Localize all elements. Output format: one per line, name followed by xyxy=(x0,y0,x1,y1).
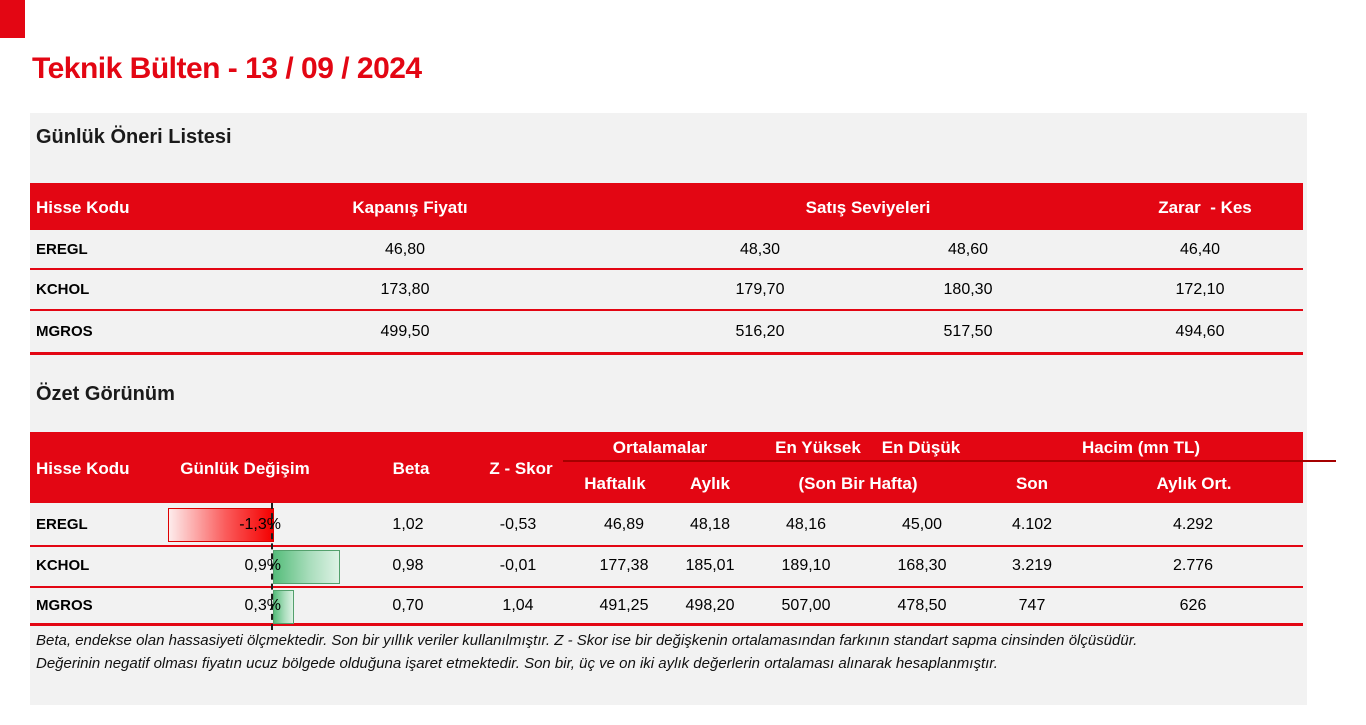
summary-cell-vol-last: 3.219 xyxy=(1011,557,1053,574)
daily-cell-sell1: 516,20 xyxy=(735,323,785,340)
daily-cell-sell2: 517,50 xyxy=(943,323,993,340)
summary-header-beta: Beta xyxy=(392,459,430,478)
summary-cell-lowest: 478,50 xyxy=(897,597,947,614)
summary-cell-lowest: 168,30 xyxy=(897,557,947,574)
summary-table-row xyxy=(30,503,1303,545)
daily-cell-code: MGROS xyxy=(36,323,93,340)
summary-cell-monthly: 48,18 xyxy=(689,516,731,533)
summary-header-daily-change: Günlük Değişim xyxy=(180,459,310,478)
summary-header-weekly: Haftalık xyxy=(584,474,646,493)
daily-cell-close: 173,80 xyxy=(380,281,430,298)
daily-cell-close: 499,50 xyxy=(380,323,430,340)
daily-cell-sell2: 48,60 xyxy=(947,241,989,258)
summary-cell-highest: 507,00 xyxy=(781,597,831,614)
footnote-line-1: Beta, endekse olan hassasiyeti ölçmektedir. Son bir yıllık veriler kullanılmıştır. Z - Skor ise bir değişkenin ortalamasından farkının standart sapma cinsinden ölçüsüdür. xyxy=(36,632,1138,649)
summary-header-lowest: En Düşük xyxy=(881,438,961,457)
summary-cell-code: KCHOL xyxy=(36,557,90,574)
summary-header-monthly: Aylık xyxy=(689,474,730,493)
summary-header-volume-group: Hacim (mn TL) xyxy=(1081,438,1201,457)
daily-cell-sell2: 180,30 xyxy=(943,281,993,298)
daily-cell-close: 46,80 xyxy=(384,241,426,258)
daily-table-header xyxy=(30,183,1303,230)
summary-cell-vol-avg: 4.292 xyxy=(1172,516,1214,533)
daily-cell-sell1: 179,70 xyxy=(735,281,785,298)
daily-header-sell-levels: Satış Seviyeleri xyxy=(805,198,931,217)
summary-cell-beta: 0,98 xyxy=(392,557,424,574)
summary-header-zscore: Z - Skor xyxy=(489,459,553,478)
summary-cell-highest: 189,10 xyxy=(781,557,831,574)
header-group-divider xyxy=(563,460,1336,462)
daily-list-heading: Günlük Öneri Listesi xyxy=(36,126,232,148)
daily-header-close: Kapanış Fiyatı xyxy=(352,198,468,217)
daily-cell-stop: 46,40 xyxy=(1179,241,1221,258)
summary-table-row xyxy=(30,547,1303,585)
summary-cell-beta: 1,02 xyxy=(392,516,424,533)
summary-cell-code: MGROS xyxy=(36,597,93,614)
footnote-line-2: Değerinin negatif olması fiyatın ucuz bölgede olduğuna işaret etmektedir. Son bir, üç ve on iki aylık değerlerin ortalaması alınarak hesaplanmıştır. xyxy=(36,655,998,672)
daily-header-stop-loss: Zarar - Kes xyxy=(1158,198,1252,217)
summary-header-vol-monthly-avg: Aylık Ort. xyxy=(1156,474,1232,493)
summary-table-header xyxy=(30,432,1303,503)
summary-header-highest: En Yüksek xyxy=(775,438,861,457)
summary-cell-lowest: 45,00 xyxy=(901,516,943,533)
table-bottom-border xyxy=(30,352,1303,355)
summary-table-row xyxy=(30,588,1303,623)
summary-cell-vol-avg: 2.776 xyxy=(1172,557,1214,574)
daily-cell-sell1: 48,30 xyxy=(739,241,781,258)
summary-cell-vol-last: 747 xyxy=(1018,597,1046,614)
summary-cell-weekly: 46,89 xyxy=(603,516,645,533)
positive-change-databar xyxy=(273,550,340,584)
summary-cell-code: EREGL xyxy=(36,516,88,533)
daily-cell-code: EREGL xyxy=(36,241,88,258)
summary-cell-weekly: 177,38 xyxy=(599,557,649,574)
summary-cell-zscore: 1,04 xyxy=(502,597,534,614)
summary-cell-weekly: 491,25 xyxy=(599,597,649,614)
summary-cell-change: 0,3% xyxy=(244,597,281,614)
daily-table-row xyxy=(30,311,1303,352)
daily-cell-code: KCHOL xyxy=(36,281,90,298)
summary-header-high-low-note: (Son Bir Hafta) xyxy=(798,474,918,493)
table-bottom-border xyxy=(30,623,1303,626)
row-separator xyxy=(30,268,1303,270)
daily-table-row xyxy=(30,230,1303,269)
summary-cell-vol-last: 4.102 xyxy=(1011,516,1053,533)
summary-header-vol-last: Son xyxy=(1015,474,1049,493)
brand-corner-mark xyxy=(0,0,25,38)
summary-cell-beta: 0,70 xyxy=(392,597,424,614)
daily-header-code: Hisse Kodu xyxy=(36,198,130,217)
summary-cell-zscore: -0,53 xyxy=(499,516,537,533)
summary-cell-change: -1,3% xyxy=(239,516,281,533)
daily-table-row xyxy=(30,271,1303,309)
page-title: Teknik Bülten - 13 / 09 / 2024 xyxy=(32,52,422,85)
daily-cell-stop: 494,60 xyxy=(1175,323,1225,340)
summary-header-averages-group: Ortalamalar xyxy=(612,438,708,457)
summary-cell-vol-avg: 626 xyxy=(1179,597,1207,614)
summary-cell-monthly: 185,01 xyxy=(685,557,735,574)
summary-cell-change: 0,9% xyxy=(244,557,281,574)
summary-cell-monthly: 498,20 xyxy=(685,597,735,614)
summary-cell-highest: 48,16 xyxy=(785,516,827,533)
summary-cell-zscore: -0,01 xyxy=(499,557,537,574)
daily-cell-stop: 172,10 xyxy=(1175,281,1225,298)
summary-heading: Özet Görünüm xyxy=(36,383,175,405)
summary-header-code: Hisse Kodu xyxy=(36,459,130,478)
